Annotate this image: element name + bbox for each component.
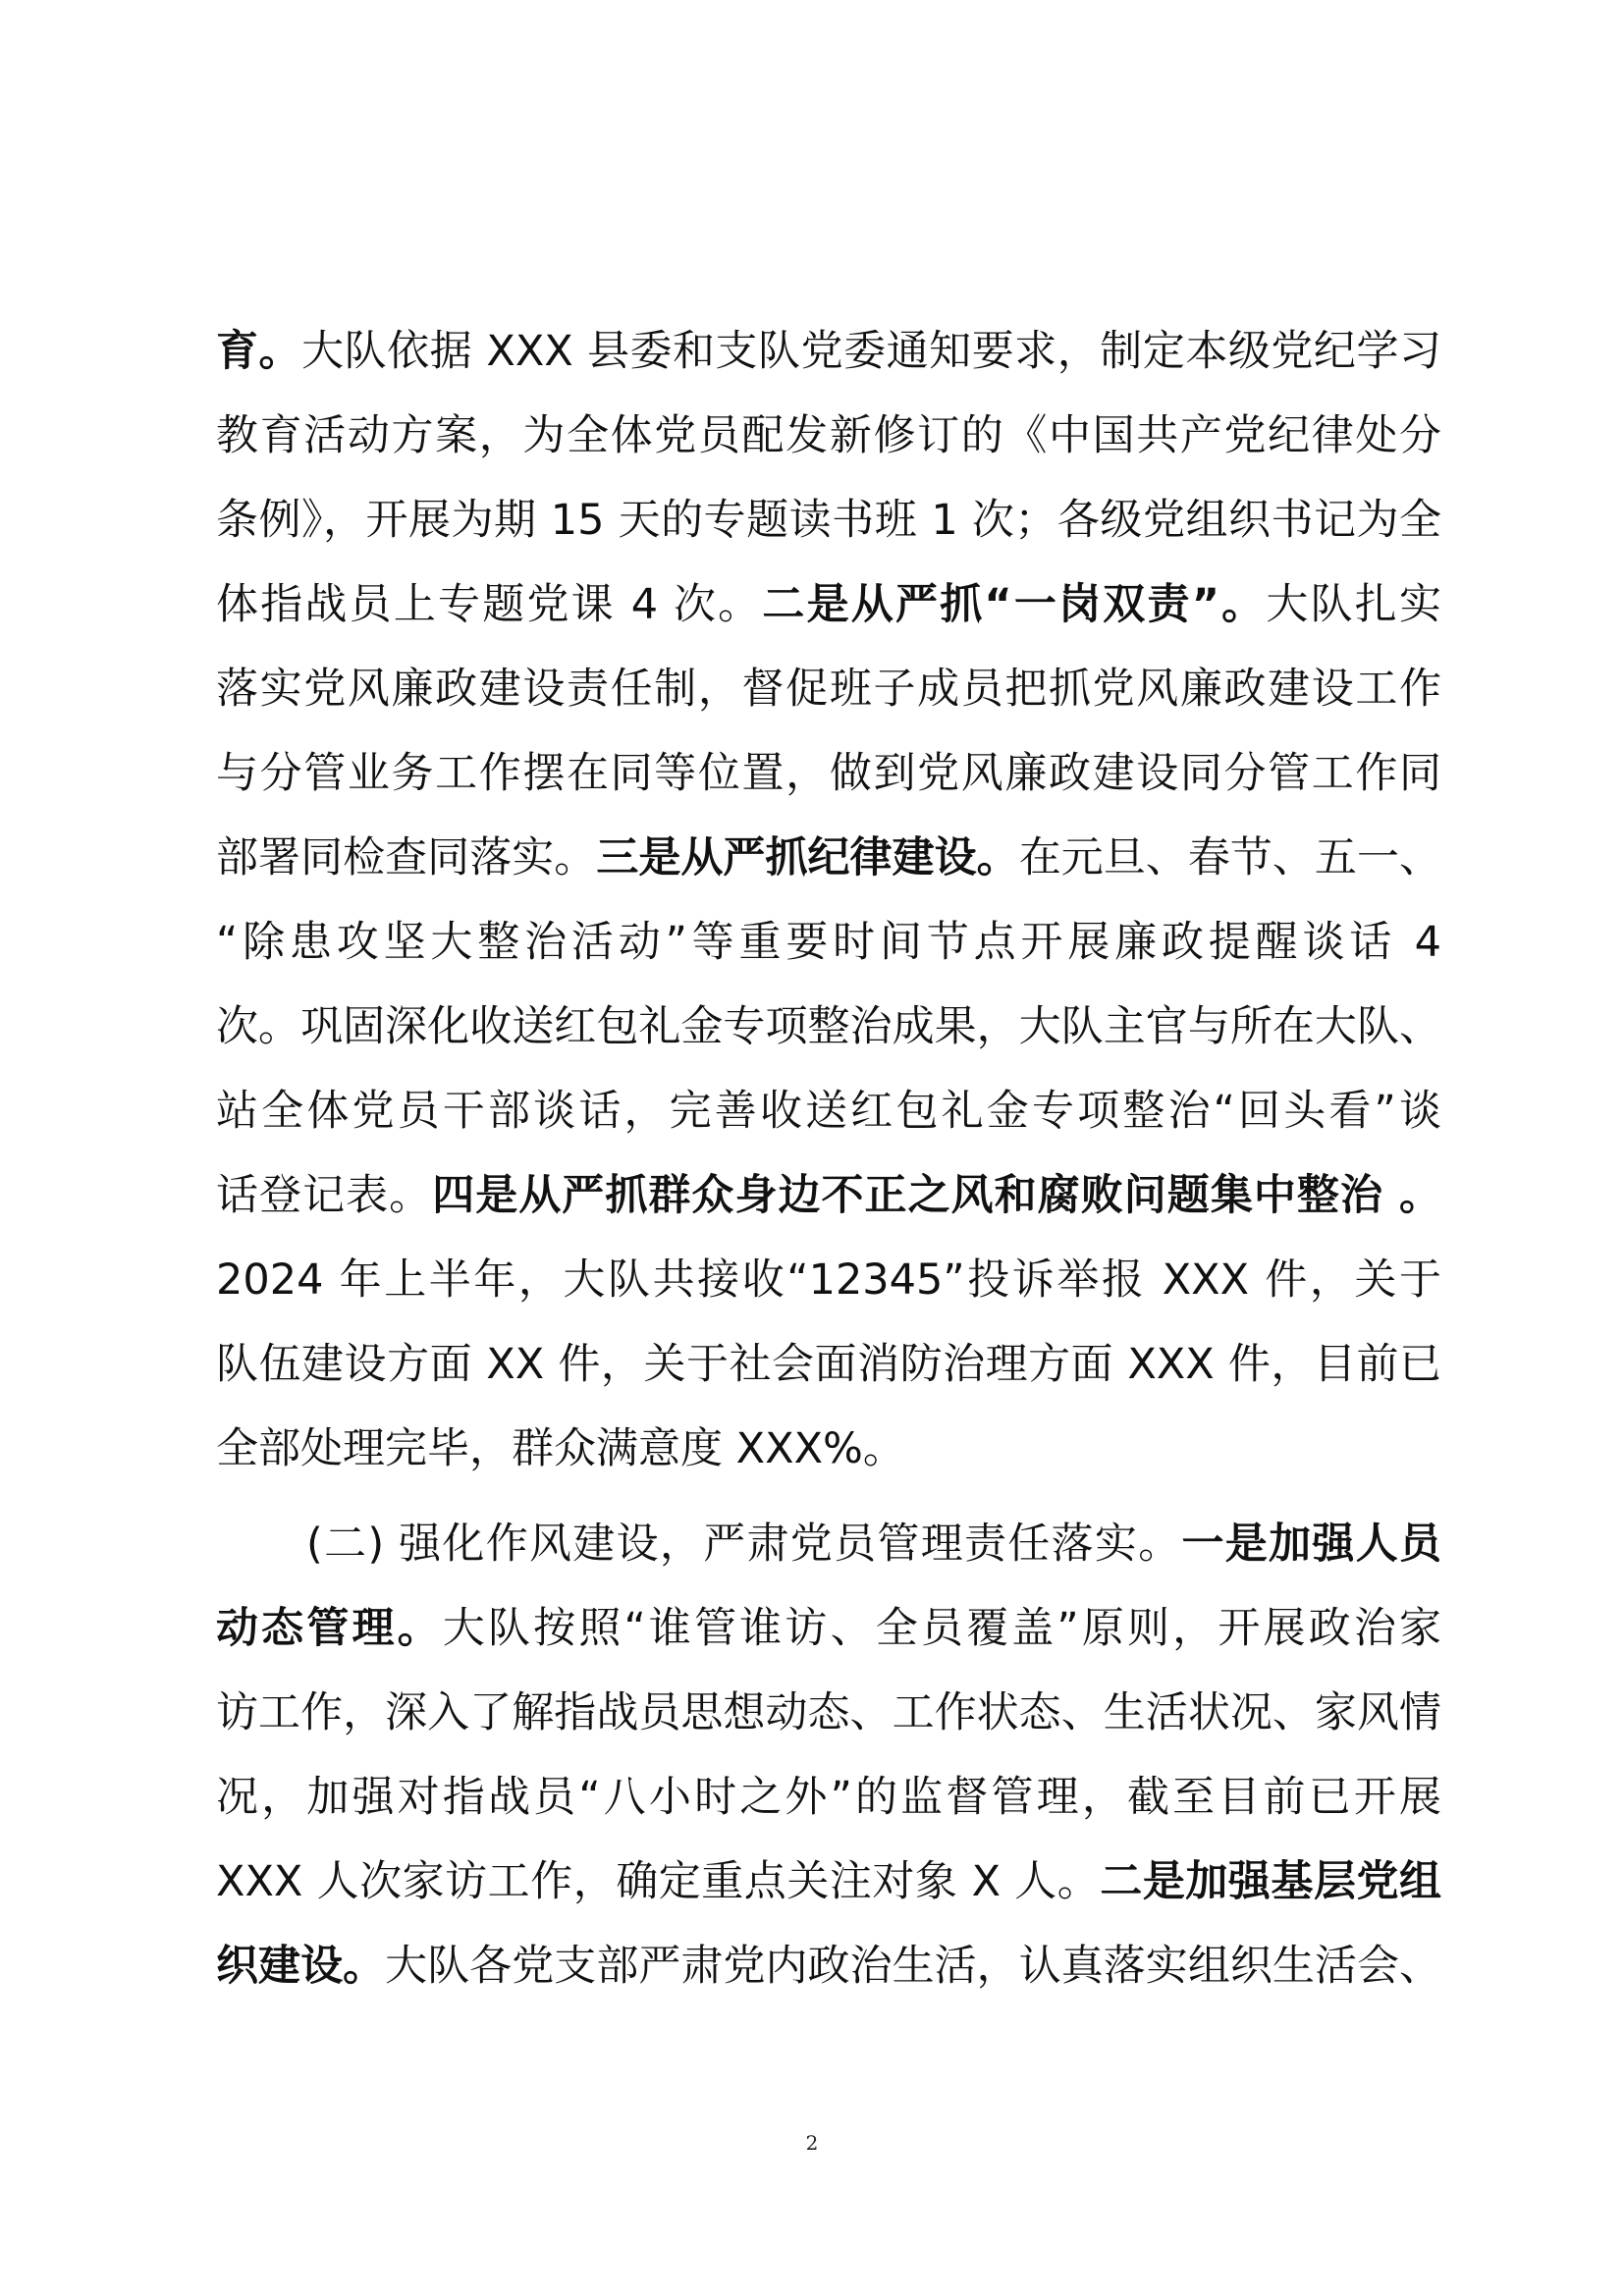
bold-text-run: 一是加强人员 [1181,1520,1441,1569]
bold-text-run: 二是从严抓“一岗双责”。 [762,580,1267,629]
text-line [216,1924,1441,2008]
page-number: 2 [805,2131,819,2155]
text-run: (二) 强化作风建设，严肃党员管理责任落实。 [306,1520,1182,1569]
text-run: 大队扎实 [1266,580,1441,629]
text-run: 2024 年上半年，大队共接收“12345”投诉举报 XXX 件，关于 [216,1255,1441,1305]
text-run: 教育活动方案，为全体党员配发新修订的《中国共产党纪律处分 [216,411,1441,460]
text-run: 部署同检查同落实。 [216,833,597,882]
text-line [216,1586,1441,1671]
text-line [216,900,1441,985]
text-line [216,1069,1441,1153]
paragraph [216,309,1441,1491]
text-line [216,1238,1441,1322]
text-line [216,309,1441,394]
text-run: 访工作，深入了解指战员思想动态、工作状态、生活状况、家风情 [216,1688,1441,1737]
bold-text-run: 二是加强基层党组 [1100,1857,1441,1906]
text-line [216,647,1441,731]
text-run: “除患攻坚大整治活动”等重要时间节点开展廉政提醒谈话 4 [216,918,1441,967]
text-line [216,394,1441,478]
text-run: 在元旦、春节、五一、 [1018,833,1441,882]
text-run: 话登记表。 [216,1171,433,1220]
text-run: 大队按照“谁管谁访、全员覆盖”原则，开展政治家 [442,1604,1441,1653]
text-line [216,562,1441,647]
text-run: 与分管业务工作摆在同等位置，做到党风廉政建设同分管工作同 [216,749,1441,798]
text-run: 大队各党支部严肃党内政治生活，认真落实组织生活会、 [385,1942,1441,1991]
text-run: XXX 人次家访工作，确定重点关注对象 X 人。 [216,1857,1101,1906]
text-run: 次。巩固深化收送红包礼金专项整治成果，大队主官与所在大队、 [216,1002,1441,1051]
text-line [216,1322,1441,1407]
text-line [216,816,1441,900]
text-line [216,985,1441,1069]
text-line [216,1407,1441,1491]
text-run: 体指战员上专题党课 4 次。 [216,580,763,629]
text-run: 条例》，开展为期 15 天的专题读书班 1 次；各级党组织书记为全 [216,496,1441,545]
text-run: 全部处理完毕，群众满意度 XXX%。 [216,1424,905,1473]
body-text [216,309,1441,2008]
text-run: 大队依据 XXX 县委和支队党委通知要求，制定本级党纪学习 [301,327,1441,376]
text-line [216,731,1441,816]
text-run: 站全体党员干部谈话，完善收送红包礼金专项整治“回头看”谈 [216,1087,1441,1136]
text-line [216,1755,1441,1840]
text-line [216,1153,1441,1238]
text-run: 况，加强对指战员“八小时之外”的监督管理，截至目前已开展 [216,1773,1441,1822]
text-line [216,1502,1441,1586]
text-run: 队伍建设方面 XX 件，关于社会面消防治理方面 XXX 件，目前已 [216,1340,1441,1389]
bold-text-run: 织建设。 [216,1942,386,1991]
text-line [216,1671,1441,1755]
text-line [216,478,1441,562]
text-line [216,1840,1441,1924]
bold-text-run: 四是从严抓群众身边不正之风和腐败问题集中整治 。 [432,1171,1441,1220]
bold-text-run: 动态管理。 [216,1604,443,1653]
bold-text-run: 育。 [216,327,302,376]
bold-text-run: 三是从严抓纪律建设。 [596,833,1019,882]
text-run: 落实党风廉政建设责任制，督促班子成员把抓党风廉政建设工作 [216,665,1441,714]
paragraph [216,1502,1441,2008]
